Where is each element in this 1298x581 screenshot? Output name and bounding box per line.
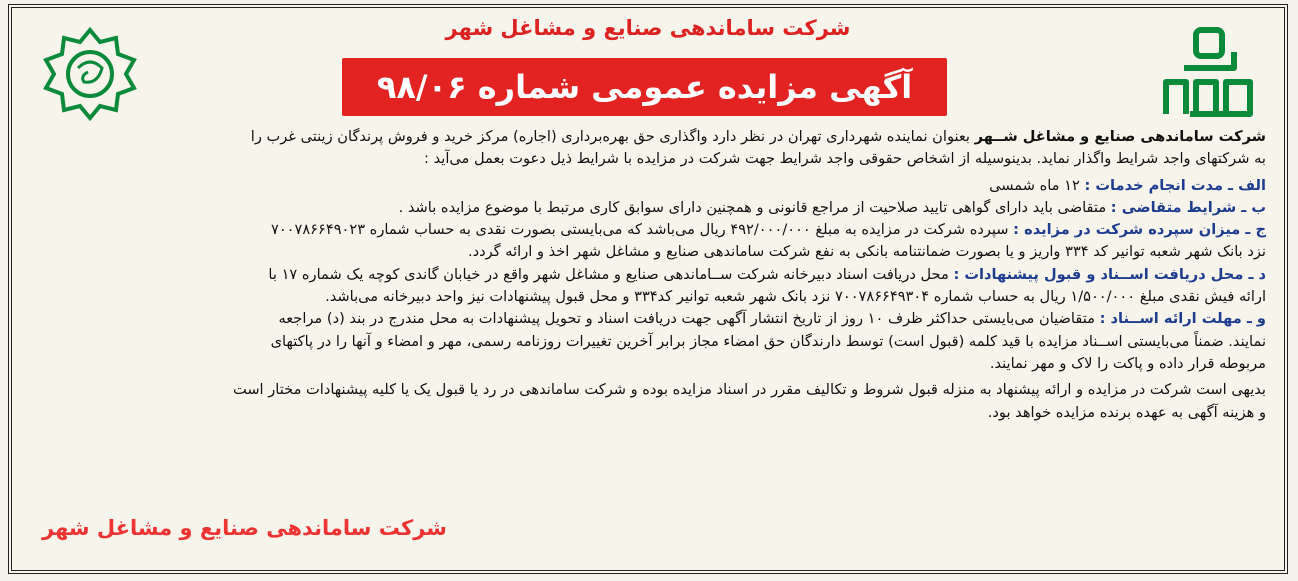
intro-company-name: شرکت ساماندهی صنایع و مشاغل شــهر	[974, 128, 1266, 145]
section-e-label: و ـ مهلت ارائه اســناد :	[1099, 310, 1266, 328]
section-d-text-2: ارائه فیش نقدی مبلغ ۱/۵۰۰/۰۰۰ ریال به حساب شماره ۷۰۰۷۸۶۶۴۹۳۰۴ نزد بانک شهر شعبه توانیر کد۳۳۴ و محل قبول پیشنهادات نیز واحد دبیرخانه می‌باشد.	[325, 288, 1266, 306]
section-b-text: متقاضی باید دارای گواهی تایید صلاحیت از مراجع قانونی و همچنین دارای سوابق کاری مرتبط با موضوع مزایده باشد .	[398, 198, 1111, 216]
notice-frame	[8, 4, 1288, 574]
samandehi-logo-icon	[1154, 22, 1264, 122]
section-c-text-2: نزد بانک شهر شعبه توانیر کد ۳۳۴ واریز و یا بصورت ضمانتنامه بانکی به نفع شرکت ساماندهی صنایع و مشاغل شهر اخذ و ارائه گردد.	[467, 243, 1266, 261]
notice-title: آگهی مزایده عمومی شماره ۹۸/۰۶	[376, 68, 913, 106]
section-c-text-1: سپرده شرکت در مزایده به مبلغ ۴۹۲/۰۰۰/۰۰۰ ریال می‌باشد که می‌بایستی بصورت نقدی به حساب شماره ۷۰۰۷۸۶۶۴۹۰۲۳	[270, 221, 1014, 239]
signature: شرکت ساماندهی صنایع و مشاغل شهر	[42, 516, 447, 540]
notice-header	[12, 8, 1284, 126]
section-a	[32, 175, 1266, 197]
section-c-label: ج ـ میزان سپرده شرکت در مزایده :	[1013, 221, 1266, 239]
intro-line-2: به شرکتهای واجد شرایط واگذار نماید. بدینوسیله از اشخاص حقوقی واجد شرایط جهت شرکت در مزایده با شرایط ذیل دعوت بعمل می‌آید :	[424, 150, 1266, 168]
section-b	[32, 197, 1266, 219]
section-d-label: د ـ محل دریافت اســناد و قبول پیشنهادات :	[953, 265, 1266, 283]
tehran-municipality-emblem-icon	[40, 26, 140, 122]
section-e-text-1: متقاضیان می‌بایستی حداکثر ظرف ۱۰ روز از تاریخ انتشار آگهی جهت دریافت اسناد و تحویل پیشنهادات به محل مندرج در بند (د) مراجعه	[278, 310, 1100, 328]
notice-body	[32, 126, 1266, 562]
section-d	[32, 264, 1266, 286]
intro-line-1: بعنوان نماینده شهرداری تهران در نظر دارد واگذاری حق بهره‌برداری (اجاره) مرکز خرید و فروش پرندگان زینتی غرب را	[250, 128, 975, 145]
notice-title-banner	[342, 58, 947, 116]
section-d-text-1: محل دریافت اسناد دبیرخانه شرکت ســاماندهی صنایع و مشاغل شهر واقع در خیابان گاندی کوچه یک شماره ۱۷ با	[268, 265, 954, 283]
section-a-label: الف ـ مدت انجام خدمات :	[1084, 176, 1266, 194]
section-e-text-3: مربوطه قرار داده و پاکت را لاک و مهر نمایند.	[989, 354, 1266, 372]
section-c	[32, 219, 1266, 241]
closing-line-2: و هزینه آگهی به عهده برنده مزایده خواهد بود.	[987, 403, 1266, 421]
company-name-top: شرکت ساماندهی صنایع و مشاغل شهر	[445, 16, 851, 40]
section-e	[32, 308, 1266, 330]
section-e-text-2: نمایند. ضمناً می‌بایستی اســناد مزایده با قید کلمه (قبول است) توسط دارندگان حق امضاء مجاز برابر آخرین تغییرات روزنامه رسمی، مهر و امضاء و آنها را در پاکتهای	[270, 332, 1266, 350]
section-b-label: ب ـ شرایط متقاضی :	[1110, 198, 1266, 216]
intro-paragraph	[32, 126, 1266, 148]
closing-line-1: بدیهی است شرکت در مزایده و ارائه پیشنهاد به منزله قبول شروط و تکالیف مقرر در اسناد مزایده بوده و شرکت ساماندهی در رد یا قبول یک یا کلیه پیشنهادات مختار است	[233, 381, 1266, 399]
section-a-text: ۱۲ ماه شمسی	[989, 176, 1085, 194]
